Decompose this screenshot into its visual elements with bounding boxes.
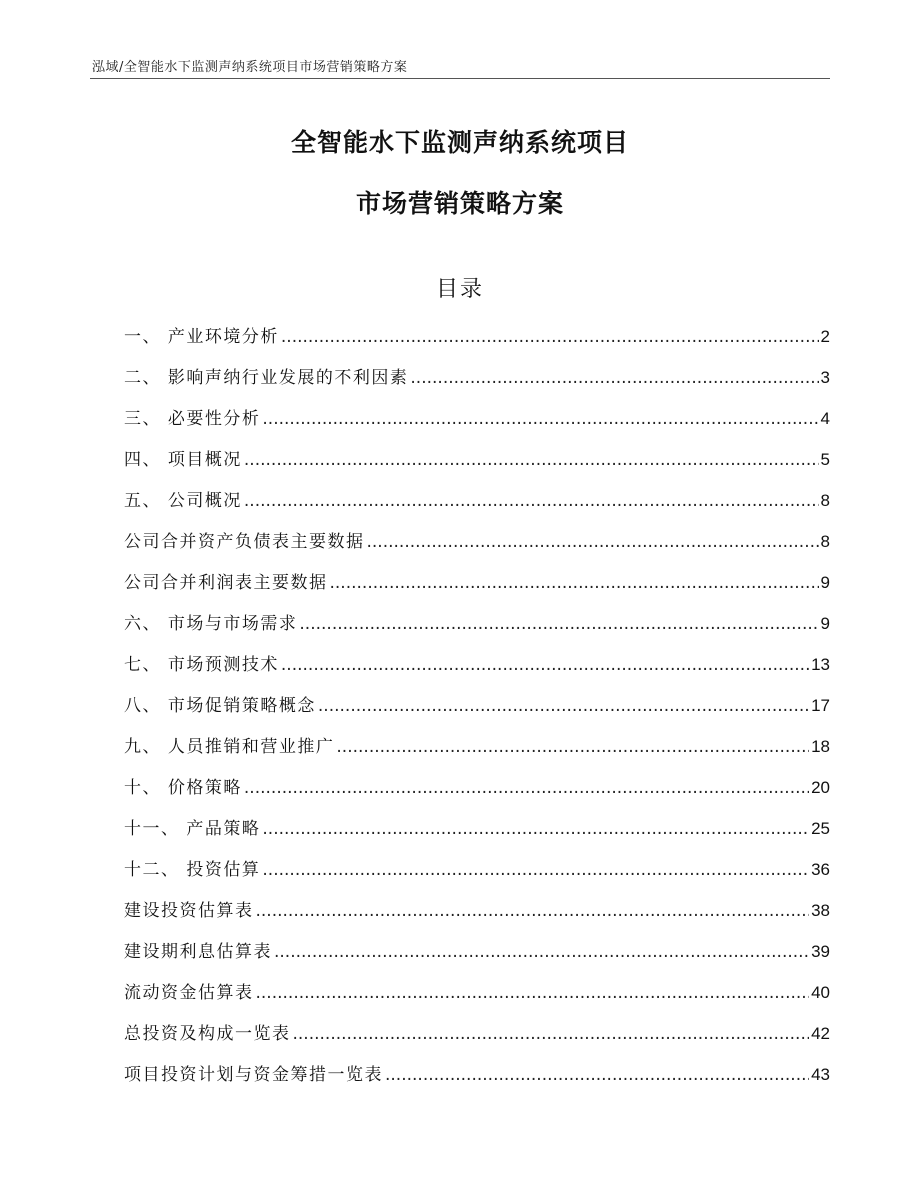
toc-entry-label: 公司合并利润表主要数据 (124, 573, 328, 593)
toc-entry-page: 13 (811, 655, 830, 674)
toc-entry-page: 8 (820, 491, 830, 510)
header-divider (90, 78, 830, 79)
toc-entry[interactable] (124, 773, 830, 814)
toc-dot-leader (293, 1024, 810, 1044)
toc-entry-page: 40 (811, 983, 830, 1002)
toc-entry-label: 七、 市场预测技术 (124, 655, 279, 675)
toc-entry-label: 八、 市场促销策略概念 (124, 696, 316, 716)
toc-entry-label: 六、 市场与市场需求 (124, 614, 298, 634)
toc-entry[interactable] (124, 404, 830, 445)
toc-entry-page: 36 (811, 860, 830, 879)
toc-entry-page: 8 (820, 532, 830, 551)
toc-entry-page: 9 (820, 614, 830, 633)
toc-entry-label: 流动资金估算表 (124, 983, 254, 1003)
toc-dot-leader (262, 860, 809, 880)
toc-entry-page: 38 (811, 901, 830, 920)
toc-dot-leader (244, 450, 819, 470)
toc-entry-page: 18 (811, 737, 830, 756)
toc-entry[interactable] (124, 691, 830, 732)
toc-entry[interactable] (124, 937, 830, 978)
toc-dot-leader (281, 327, 819, 347)
toc-entry-label: 三、 必要性分析 (124, 409, 261, 429)
toc-entry[interactable] (124, 1060, 830, 1101)
toc-entry[interactable] (124, 855, 830, 896)
toc-entry[interactable] (124, 978, 830, 1019)
toc-dot-leader (410, 368, 818, 388)
toc-dot-leader (256, 901, 810, 921)
toc-entry[interactable] (124, 896, 830, 937)
toc-entry[interactable] (124, 609, 830, 650)
toc-entry[interactable] (124, 445, 830, 486)
toc-entry-label: 十二、 投资估算 (124, 860, 261, 880)
toc-dot-leader (244, 778, 809, 798)
toc-dot-leader (367, 532, 819, 552)
toc-entry[interactable] (124, 363, 830, 404)
toc-dot-leader (256, 983, 810, 1003)
toc-entry-label: 五、 公司概况 (124, 491, 242, 511)
toc-dot-leader (318, 696, 809, 716)
toc-dot-leader (244, 491, 819, 511)
toc-entry-page: 20 (811, 778, 830, 797)
toc-entry[interactable] (124, 527, 830, 568)
document-title-line-1: 全智能水下监测声纳系统项目 (290, 128, 629, 157)
table-of-contents (124, 322, 830, 1101)
toc-entry-page: 2 (820, 327, 830, 346)
toc-dot-leader (281, 655, 809, 675)
toc-dot-leader (274, 942, 809, 962)
toc-entry-label: 二、 影响声纳行业发展的不利因素 (124, 368, 409, 388)
toc-entry-label: 建设投资估算表 (124, 901, 254, 921)
toc-entry-page: 25 (811, 819, 830, 838)
toc-entry-page: 5 (820, 450, 830, 469)
toc-entry-label: 公司合并资产负债表主要数据 (124, 532, 365, 552)
toc-heading: 目录 (435, 277, 484, 302)
toc-entry-page: 4 (820, 409, 830, 428)
toc-dot-leader (336, 737, 809, 757)
toc-entry-label: 九、 人员推销和营业推广 (124, 737, 335, 757)
toc-entry-label: 四、 项目概况 (124, 450, 242, 470)
toc-entry[interactable] (124, 322, 830, 363)
toc-entry[interactable] (124, 732, 830, 773)
toc-dot-leader (330, 573, 819, 593)
toc-dot-leader (385, 1065, 809, 1085)
toc-entry-page: 3 (820, 368, 830, 387)
toc-entry-page: 43 (811, 1065, 830, 1084)
document-title-line-2: 市场营销策略方案 (355, 189, 564, 218)
toc-entry[interactable] (124, 568, 830, 609)
toc-entry-page: 39 (811, 942, 830, 961)
toc-entry-label: 总投资及构成一览表 (124, 1024, 291, 1044)
toc-entry[interactable] (124, 650, 830, 691)
toc-entry-label: 建设期利息估算表 (124, 942, 272, 962)
toc-entry-label: 十一、 产品策略 (124, 819, 261, 839)
toc-entry[interactable] (124, 814, 830, 855)
toc-dot-leader (299, 614, 818, 634)
running-header: 泓域/全智能水下监测声纳系统项目市场营销策略方案 (92, 60, 408, 75)
toc-entry-label: 十、 价格策略 (124, 778, 242, 798)
toc-dot-leader (262, 819, 809, 839)
toc-dot-leader (262, 409, 818, 429)
toc-entry[interactable] (124, 486, 830, 527)
toc-entry-page: 42 (811, 1024, 830, 1043)
toc-entry[interactable] (124, 1019, 830, 1060)
toc-entry-label: 项目投资计划与资金筹措一览表 (124, 1065, 383, 1085)
toc-entry-page: 17 (811, 696, 830, 715)
toc-entry-page: 9 (820, 573, 830, 592)
toc-entry-label: 一、 产业环境分析 (124, 327, 279, 347)
